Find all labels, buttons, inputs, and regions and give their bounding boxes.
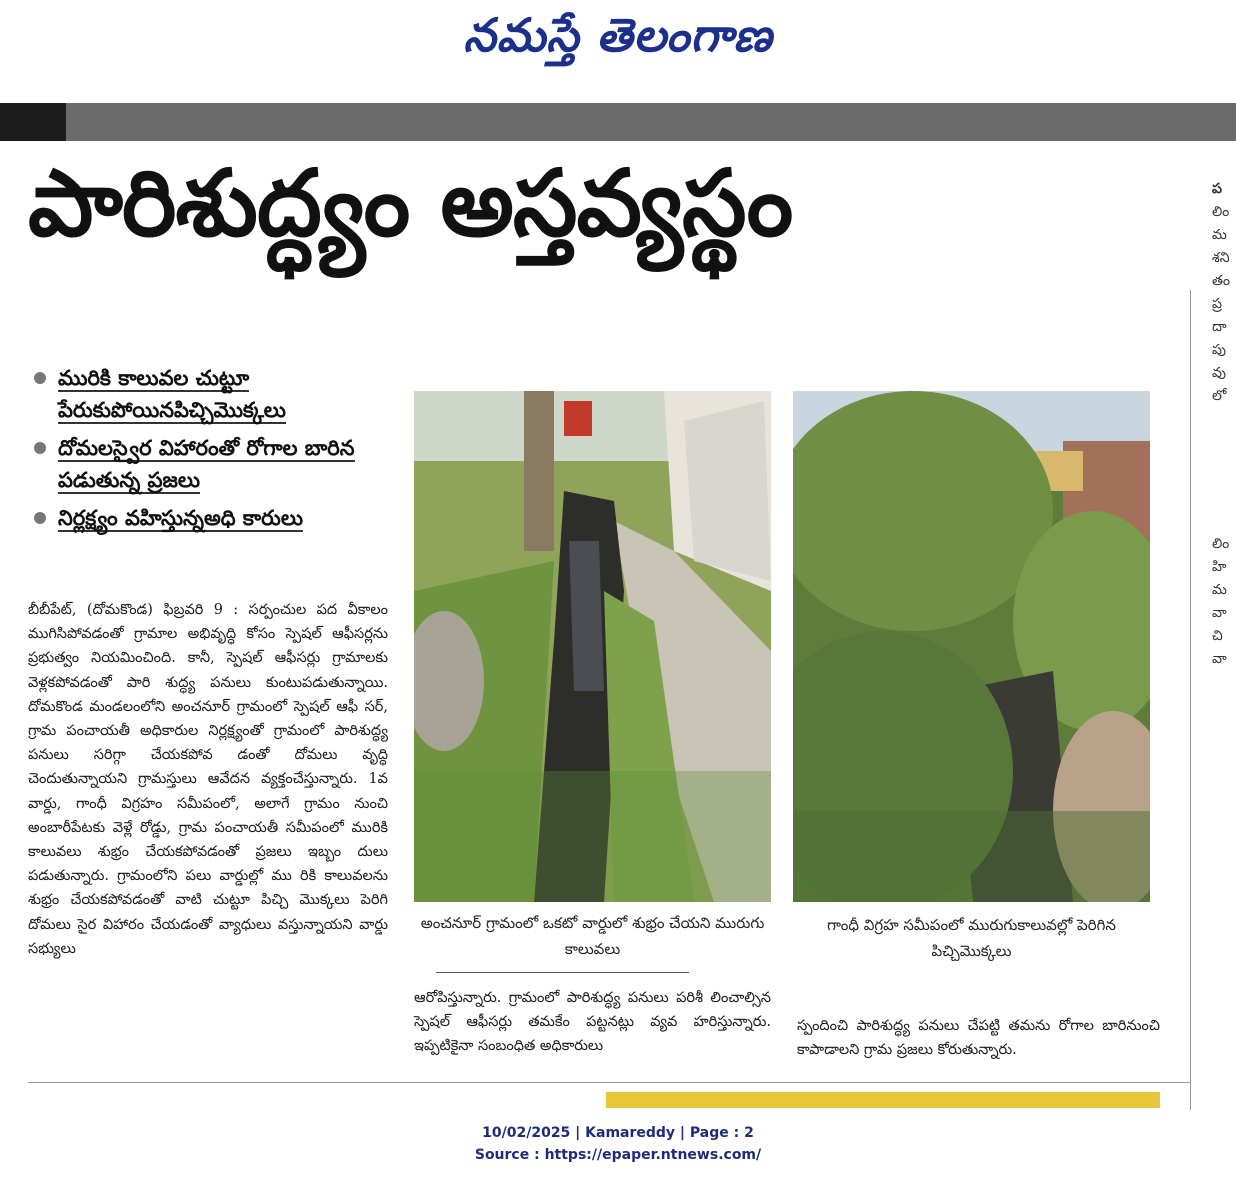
footer-source-link[interactable]: Source : https://epaper.ntnews.com/ bbox=[474, 1147, 762, 1163]
photo-caption-2: గాంధీ విగ్రహ సమీపంలో మురుగుకాలువల్లో పెరిగిన పిచ్చిమొక్కలు bbox=[827, 916, 1116, 960]
photo-overgrown-drain bbox=[793, 391, 1150, 902]
strip-line: లిం bbox=[1212, 204, 1230, 220]
masthead bbox=[0, 0, 1236, 100]
photo-drain-ward-one bbox=[414, 391, 771, 902]
strip-line: వు bbox=[1212, 365, 1226, 381]
strip-line: చి bbox=[1212, 628, 1223, 644]
body-column-2: ఆరోపిస్తున్నారు. గ్రామంలో పారిశుద్ధ్య పనులు పరిశీ లించాల్సిన స్పెషల్ ఆఫీసర్లు తమకేం పట్టనట్లు వ్యవ హరిస్తున్నారు. ఇప్పటికైనా సంబంధిత అధికారులు bbox=[414, 990, 771, 1055]
strip-line: మ bbox=[1212, 582, 1227, 598]
strip-line: పు bbox=[1212, 342, 1226, 358]
bullet-dot-icon bbox=[34, 512, 46, 524]
strip-line: ప్ర bbox=[1212, 296, 1222, 312]
strip-line: దా bbox=[1212, 319, 1227, 335]
body-column-1: బీబీపేట్, (దోమకొండ) ఫిబ్రవరి 9 : సర్పంచుల పద వీకాలం ముగిసిపోవడంతో గ్రామాల అభివృద్ధి కోసం స్పెషల్ ఆఫీసర్లను ప్రభుత్వం నియమించింది. కానీ, స్పెషల్ ఆఫీసర్లు గ్రామాలకు వెళ్లకపోవడంతో పారి శుద్ధ్య పనులు కుంటుపడుతున్నాయి. దోమకొండ మండలంలోని అంచనూర్ గ్రామంలో స్పెషల్ ఆఫీ సర్, గ్రామ పంచాయతీ అధికారుల నిర్లక్ష్యంతో గ్రామంలో పారిశుద్ధ్య పనులు సరిగ్గా చేయకపోవ డంతో దోమలు వృద్ధి చెందుతున్నాయని గ్రామస్తులు ఆవేదన వ్యక్తంచేస్తున్నారు. 1వ వార్డు, గాంధీ విగ్రహం సమీపంలో, అలాగే గ్రామం నుంచి అంబారీపేటకు వెళ్లే రోడ్డు, గ్రామ పంచాయతీ సమీపంలో మురికి కాలువలు శుభ్రం చేయకపోవడంతో ప్రజలు ఇబ్బం దులు పడుతున్నారు. గ్రామంలోని పలు వార్డుల్లో ము రికి కాలువలను శుభ్రం చేయకపోవడంతో వాటి చుట్టూ పిచ్చి మొక్కలు పెరిగి దోమలు సైర విహారం చేయడంతో వ్యాధులు వస్తున్నాయని వార్డు సభ్యులు bbox=[28, 602, 388, 957]
strip-line: లో bbox=[1212, 388, 1227, 404]
next-article-photo-strip bbox=[606, 1092, 1160, 1108]
photo-caption-1: అంచనూర్ గ్రామంలో ఒకటో వార్డులో శుభ్రం చేయని మురుగు కాలువలు bbox=[420, 914, 765, 958]
newspaper-logo: నమస్తే తెలంగాణ bbox=[463, 8, 773, 62]
strip-gap bbox=[1212, 408, 1236, 533]
article-headline: పారిశుద్ధ్యం అస్తవ్యస్థం bbox=[28, 150, 793, 257]
overgrown-drain-photo-image bbox=[793, 391, 1150, 902]
strip-line: శని bbox=[1212, 250, 1230, 266]
section-band-marker bbox=[0, 103, 66, 141]
bullet-item: నిర్లక్ష్యం వహిస్తున్నఅధి కారులు bbox=[30, 502, 400, 534]
strip-line: మ bbox=[1212, 227, 1227, 243]
bullet-item: మురికి కాలువల చుట్టూ పేరుకుపోయినపిచ్చిమొక్కలు bbox=[30, 362, 400, 426]
section-band bbox=[0, 103, 1236, 141]
bottom-divider bbox=[28, 1082, 1190, 1083]
strip-line: తం bbox=[1212, 273, 1230, 289]
bullet-dot-icon bbox=[34, 442, 46, 454]
page-footer bbox=[0, 1122, 1236, 1166]
footer-edition-line: 10/02/2025 | Kamareddy | Page : 2 bbox=[482, 1125, 754, 1141]
bullet-item: దోమలస్వైర విహారంతో రోగాల బారిన పడుతున్న ప్రజలు bbox=[30, 432, 400, 496]
highlight-bullets bbox=[30, 362, 400, 540]
drain-photo-image bbox=[414, 391, 771, 902]
strip-line: వా bbox=[1212, 651, 1227, 667]
body-column-3: స్పందించి పారిశుద్ధ్య పనులు చేపట్టి తమను రోగాల బారినుంచి కాపాడాలని గ్రామ ప్రజలు కోరుతున్నారు. bbox=[797, 1018, 1160, 1059]
strip-line: వా bbox=[1212, 605, 1227, 621]
adjacent-article-strip bbox=[1212, 178, 1236, 671]
column-divider bbox=[1190, 290, 1191, 1110]
strip-line: లిం bbox=[1212, 536, 1230, 552]
strip-line: ప bbox=[1212, 181, 1222, 197]
strip-line: హి bbox=[1212, 559, 1227, 575]
bullet-dot-icon bbox=[34, 372, 46, 384]
caption-underline-1 bbox=[436, 972, 689, 973]
